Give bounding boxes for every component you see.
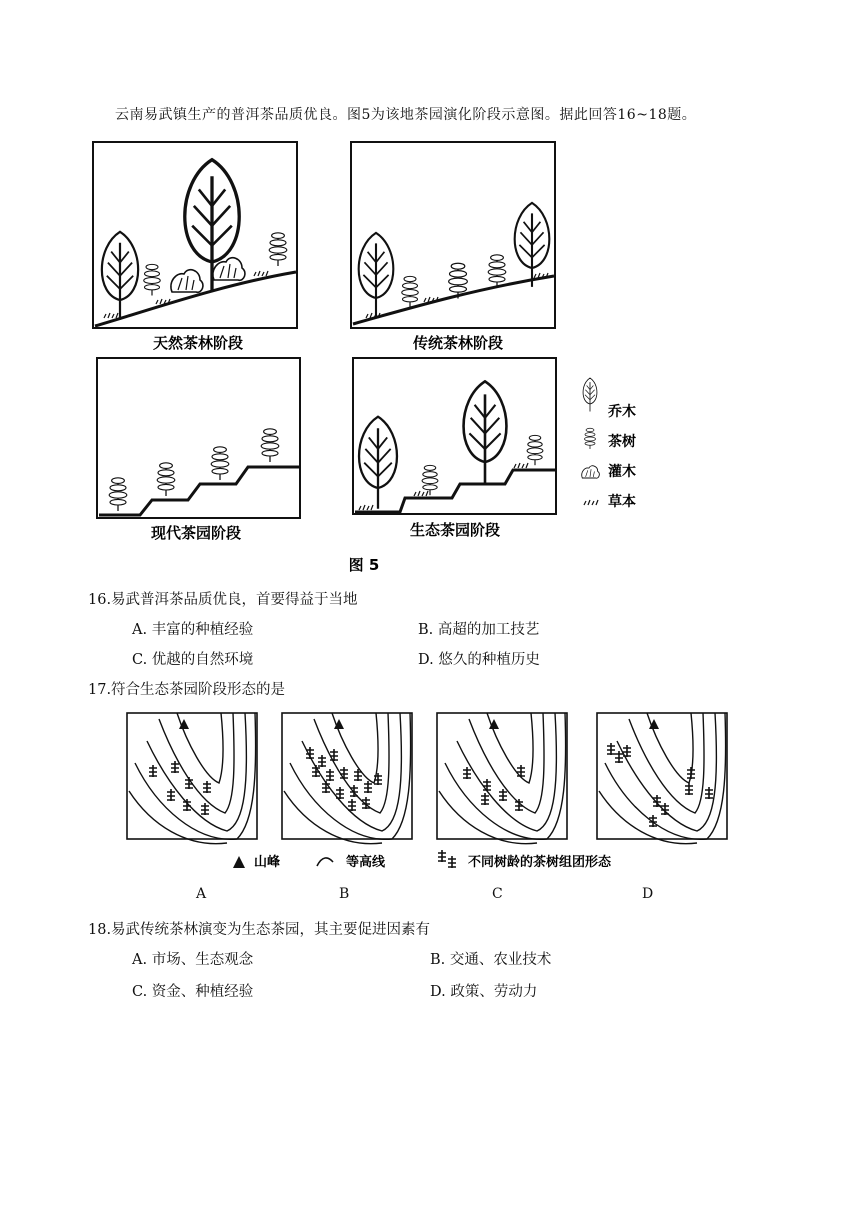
legend-label: 茶树 [608, 434, 636, 450]
q17-option-c[interactable]: C [492, 886, 503, 902]
panel-natural-forest [93, 142, 297, 328]
question-16-stem: 16.易武普洱茶品质优良，首要得益于当地 [88, 592, 358, 608]
question-18-stem: 18.易武传统茶林演变为生态茶园，其主要促进因素有 [88, 922, 431, 938]
map-a [127, 713, 257, 844]
panel-label: 生态茶园阶段 [409, 521, 501, 539]
q17-legend [233, 850, 612, 870]
panel-label: 天然茶林阶段 [152, 334, 244, 352]
tree-icon [583, 378, 597, 412]
peak-icon [233, 856, 245, 868]
grass-icon [584, 500, 598, 505]
q16-option-d[interactable]: D. 悠久的种植历史 [418, 652, 540, 668]
panel-modern-garden [97, 358, 300, 518]
tea-cluster-icon [438, 850, 446, 862]
figure-5 [0, 0, 860, 590]
q18-option-a[interactable]: A. 市场、生态观念 [132, 952, 254, 968]
svg-text:等高线: 等高线 [346, 855, 386, 870]
legend-label: 草本 [608, 494, 636, 510]
panel-label: 现代茶园阶段 [150, 524, 242, 542]
q18-option-c[interactable]: C. 资金、种植经验 [132, 984, 254, 1000]
q18-option-d[interactable]: D. 政策、劳动力 [430, 984, 538, 1000]
question-17-stem: 17.符合生态茶园阶段形态的是 [88, 682, 286, 698]
q16-option-a[interactable]: A. 丰富的种植经验 [132, 622, 254, 638]
panel-traditional-forest [351, 142, 555, 328]
tea-plant-icon [585, 428, 596, 449]
q17-option-a[interactable]: A [196, 886, 207, 902]
q18-option-b[interactable]: B. 交通、农业技术 [430, 952, 552, 968]
map-b [282, 713, 412, 844]
q16-option-b[interactable]: B. 高超的加工技艺 [418, 622, 540, 638]
q17-option-b[interactable]: B [339, 886, 350, 902]
legend-label: 灌木 [608, 464, 636, 480]
shrub-icon [582, 466, 600, 478]
intro-text: 云南易武镇生产的普洱茶品质优良。图5为该地茶园演化阶段示意图。据此回答16~18题。 [115, 107, 697, 123]
contour-icon [317, 858, 333, 866]
panel-label: 传统茶林阶段 [412, 334, 504, 352]
map-d [597, 713, 727, 844]
figure-caption: 图 5 [348, 556, 380, 574]
svg-text:不同树龄的茶树组团形态: 不同树龄的茶树组团形态 [468, 855, 612, 870]
q16-option-c[interactable]: C. 优越的自然环境 [132, 652, 254, 668]
map-c [437, 713, 567, 844]
legend-label: 乔木 [608, 404, 636, 420]
svg-text:山峰: 山峰 [254, 855, 281, 870]
q17-option-d[interactable]: D [642, 886, 654, 902]
panel-ecological-garden [353, 358, 556, 514]
figure5-legend [582, 378, 636, 510]
